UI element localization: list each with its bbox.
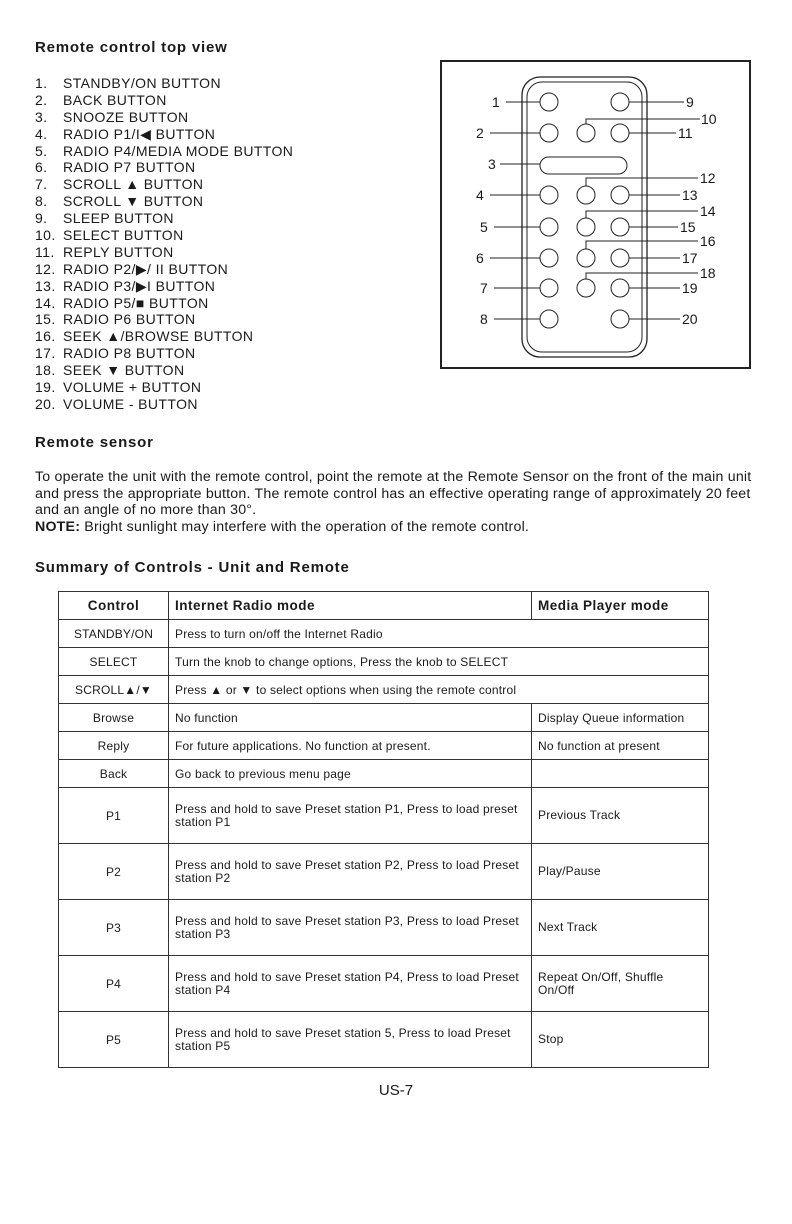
list-item: 6. RADIO P7 BUTTON bbox=[35, 159, 196, 176]
cell-media: Repeat On/Off, Shuffle On/Off bbox=[532, 956, 709, 1012]
table-row bbox=[59, 788, 709, 844]
diagram-label: 8 bbox=[480, 311, 488, 327]
cell-radio: Press and hold to save Preset station P4, Press to load Preset station P4 bbox=[169, 956, 532, 1012]
page-number: US-7 bbox=[378, 1082, 414, 1099]
remote-diagram-svg bbox=[442, 62, 753, 371]
diagram-label: 4 bbox=[476, 187, 484, 203]
diagram-label: 15 bbox=[680, 219, 696, 235]
column-header-internet-radio: Internet Radio mode bbox=[169, 592, 532, 620]
remote-button-18 bbox=[577, 279, 595, 297]
diagram-label: 11 bbox=[678, 125, 693, 141]
remote-button-5 bbox=[540, 218, 558, 236]
cell-media: Display Queue information bbox=[532, 704, 709, 732]
controls-table bbox=[58, 591, 709, 1068]
table-row bbox=[59, 900, 709, 956]
diagram-label: 12 bbox=[700, 170, 716, 186]
note-label: NOTE: bbox=[35, 518, 81, 535]
remote-button-1 bbox=[540, 93, 558, 111]
list-item: 17. RADIO P8 BUTTON bbox=[35, 345, 196, 362]
table-row bbox=[59, 704, 709, 732]
remote-button-16 bbox=[577, 249, 595, 267]
cell-media: No function at present bbox=[532, 732, 709, 760]
button-list bbox=[35, 75, 293, 413]
column-header-control: Control bbox=[59, 592, 169, 620]
remote-button-12 bbox=[577, 186, 595, 204]
heading-summary-of-controls: Summary of Controls - Unit and Remote bbox=[35, 559, 350, 576]
list-item: 16. SEEK ▲/BROWSE BUTTON bbox=[35, 328, 254, 345]
column-header-media-player: Media Player mode bbox=[532, 592, 709, 620]
list-item: 19. VOLUME + BUTTON bbox=[35, 379, 202, 396]
diagram-label: 18 bbox=[700, 265, 716, 281]
note-text: Bright sunlight may interfere with the operation of the remote control. bbox=[80, 518, 530, 535]
sensor-paragraph bbox=[35, 469, 755, 535]
remote-button-10 bbox=[577, 124, 595, 142]
cell-radio: Press and hold to save Preset station P2, Press to load Preset station P2 bbox=[169, 844, 532, 900]
list-item: 3. SNOOZE BUTTON bbox=[35, 108, 189, 125]
diagram-label: 13 bbox=[682, 187, 698, 203]
note-line bbox=[35, 519, 755, 536]
cell-control: SELECT bbox=[59, 648, 169, 676]
list-item: 18. SEEK ▼ BUTTON bbox=[35, 362, 185, 379]
diagram-label: 19 bbox=[682, 280, 698, 296]
diagram-label: 5 bbox=[480, 219, 488, 235]
remote-button-3 bbox=[540, 157, 627, 174]
remote-button-8 bbox=[540, 310, 558, 328]
list-item: 2. BACK BUTTON bbox=[35, 91, 167, 108]
list-item: 12. RADIO P2/▶/ II BUTTON bbox=[35, 260, 229, 277]
cell-control: STANDBY/ON bbox=[59, 620, 169, 648]
remote-button-7 bbox=[540, 279, 558, 297]
remote-button-11 bbox=[611, 124, 629, 142]
list-item: 20. VOLUME - BUTTON bbox=[35, 395, 198, 412]
list-item: 8. SCROLL ▼ BUTTON bbox=[35, 193, 204, 210]
remote-button-15 bbox=[611, 218, 629, 236]
diagram-label: 2 bbox=[476, 125, 484, 141]
diagram-label: 3 bbox=[488, 156, 496, 172]
remote-diagram bbox=[440, 60, 751, 369]
cell-control: Reply bbox=[59, 732, 169, 760]
list-item: 4. RADIO P1/I◀ BUTTON bbox=[35, 125, 216, 142]
diagram-label: 20 bbox=[682, 311, 698, 327]
list-item: 1. STANDBY/ON BUTTON bbox=[35, 75, 221, 91]
cell-control: P4 bbox=[59, 956, 169, 1012]
heading-remote-top-view: Remote control top view bbox=[35, 39, 228, 56]
list-item: 15. RADIO P6 BUTTON bbox=[35, 311, 196, 328]
remote-button-13 bbox=[611, 186, 629, 204]
heading-remote-sensor: Remote sensor bbox=[35, 434, 154, 451]
list-item: 13. RADIO P3/▶I BUTTON bbox=[35, 277, 216, 294]
cell-control: Browse bbox=[59, 704, 169, 732]
list-item: 5. RADIO P4/MEDIA MODE BUTTON bbox=[35, 142, 294, 159]
remote-button-14 bbox=[577, 218, 595, 236]
cell-control: P3 bbox=[59, 900, 169, 956]
cell-media: Play/Pause bbox=[532, 844, 709, 900]
diagram-label: 14 bbox=[700, 203, 716, 219]
cell-radio: Go back to previous menu page bbox=[169, 760, 532, 788]
table-row bbox=[59, 732, 709, 760]
cell-radio: Turn the knob to change options, Press the knob to SELECT bbox=[169, 648, 709, 676]
cell-media: Stop bbox=[532, 1012, 709, 1068]
remote-button-20 bbox=[611, 310, 629, 328]
cell-control: SCROLL▲/▼ bbox=[59, 676, 169, 704]
remote-button-6 bbox=[540, 249, 558, 267]
diagram-label: 7 bbox=[480, 280, 488, 296]
diagram-label: 17 bbox=[682, 250, 698, 266]
remote-button-19 bbox=[611, 279, 629, 297]
cell-radio: Press and hold to save Preset station P3, Press to load Preset station P3 bbox=[169, 900, 532, 956]
table-row bbox=[59, 648, 709, 676]
diagram-label: 6 bbox=[476, 250, 484, 266]
cell-radio: Press ▲ or ▼ to select options when using the remote control bbox=[169, 676, 709, 704]
diagram-label: 1 bbox=[492, 94, 500, 110]
diagram-label: 16 bbox=[700, 233, 716, 249]
list-item: 7. SCROLL ▲ BUTTON bbox=[35, 176, 204, 193]
remote-button-4 bbox=[540, 186, 558, 204]
remote-button-17 bbox=[611, 249, 629, 267]
remote-button-2 bbox=[540, 124, 558, 142]
cell-control: P2 bbox=[59, 844, 169, 900]
cell-control: P1 bbox=[59, 788, 169, 844]
sensor-text: To operate the unit with the remote control, point the remote at the Remote Sensor on the front of the main unit and press the appropriate button. The remote control has an effective operating range of approximately 20 feet and an angle of no more than 30°. bbox=[35, 469, 752, 518]
cell-radio: For future applications. No function at present. bbox=[169, 732, 532, 760]
table-row bbox=[59, 620, 709, 648]
list-item: 9. SLEEP BUTTON bbox=[35, 210, 174, 227]
diagram-label: 9 bbox=[686, 94, 694, 110]
cell-control: Back bbox=[59, 760, 169, 788]
table-row bbox=[59, 760, 709, 788]
diagram-label: 10 bbox=[701, 111, 717, 127]
table-row bbox=[59, 676, 709, 704]
table-row bbox=[59, 1012, 709, 1068]
table-row bbox=[59, 956, 709, 1012]
cell-media bbox=[532, 760, 709, 788]
cell-control: P5 bbox=[59, 1012, 169, 1068]
cell-radio: Press and hold to save Preset station P1, Press to load preset station P1 bbox=[169, 788, 532, 844]
cell-radio: Press to turn on/off the Internet Radio bbox=[169, 620, 709, 648]
table-row bbox=[59, 844, 709, 900]
cell-media: Previous Track bbox=[532, 788, 709, 844]
remote-button-9 bbox=[611, 93, 629, 111]
cell-media: Next Track bbox=[532, 900, 709, 956]
cell-radio: No function bbox=[169, 704, 532, 732]
list-item: 10. SELECT BUTTON bbox=[35, 227, 184, 244]
table-header-row bbox=[59, 592, 709, 620]
cell-radio: Press and hold to save Preset station 5, Press to load Preset station P5 bbox=[169, 1012, 532, 1068]
list-item: 14. RADIO P5/■ BUTTON bbox=[35, 294, 209, 311]
list-item: 11. REPLY BUTTON bbox=[35, 243, 174, 260]
